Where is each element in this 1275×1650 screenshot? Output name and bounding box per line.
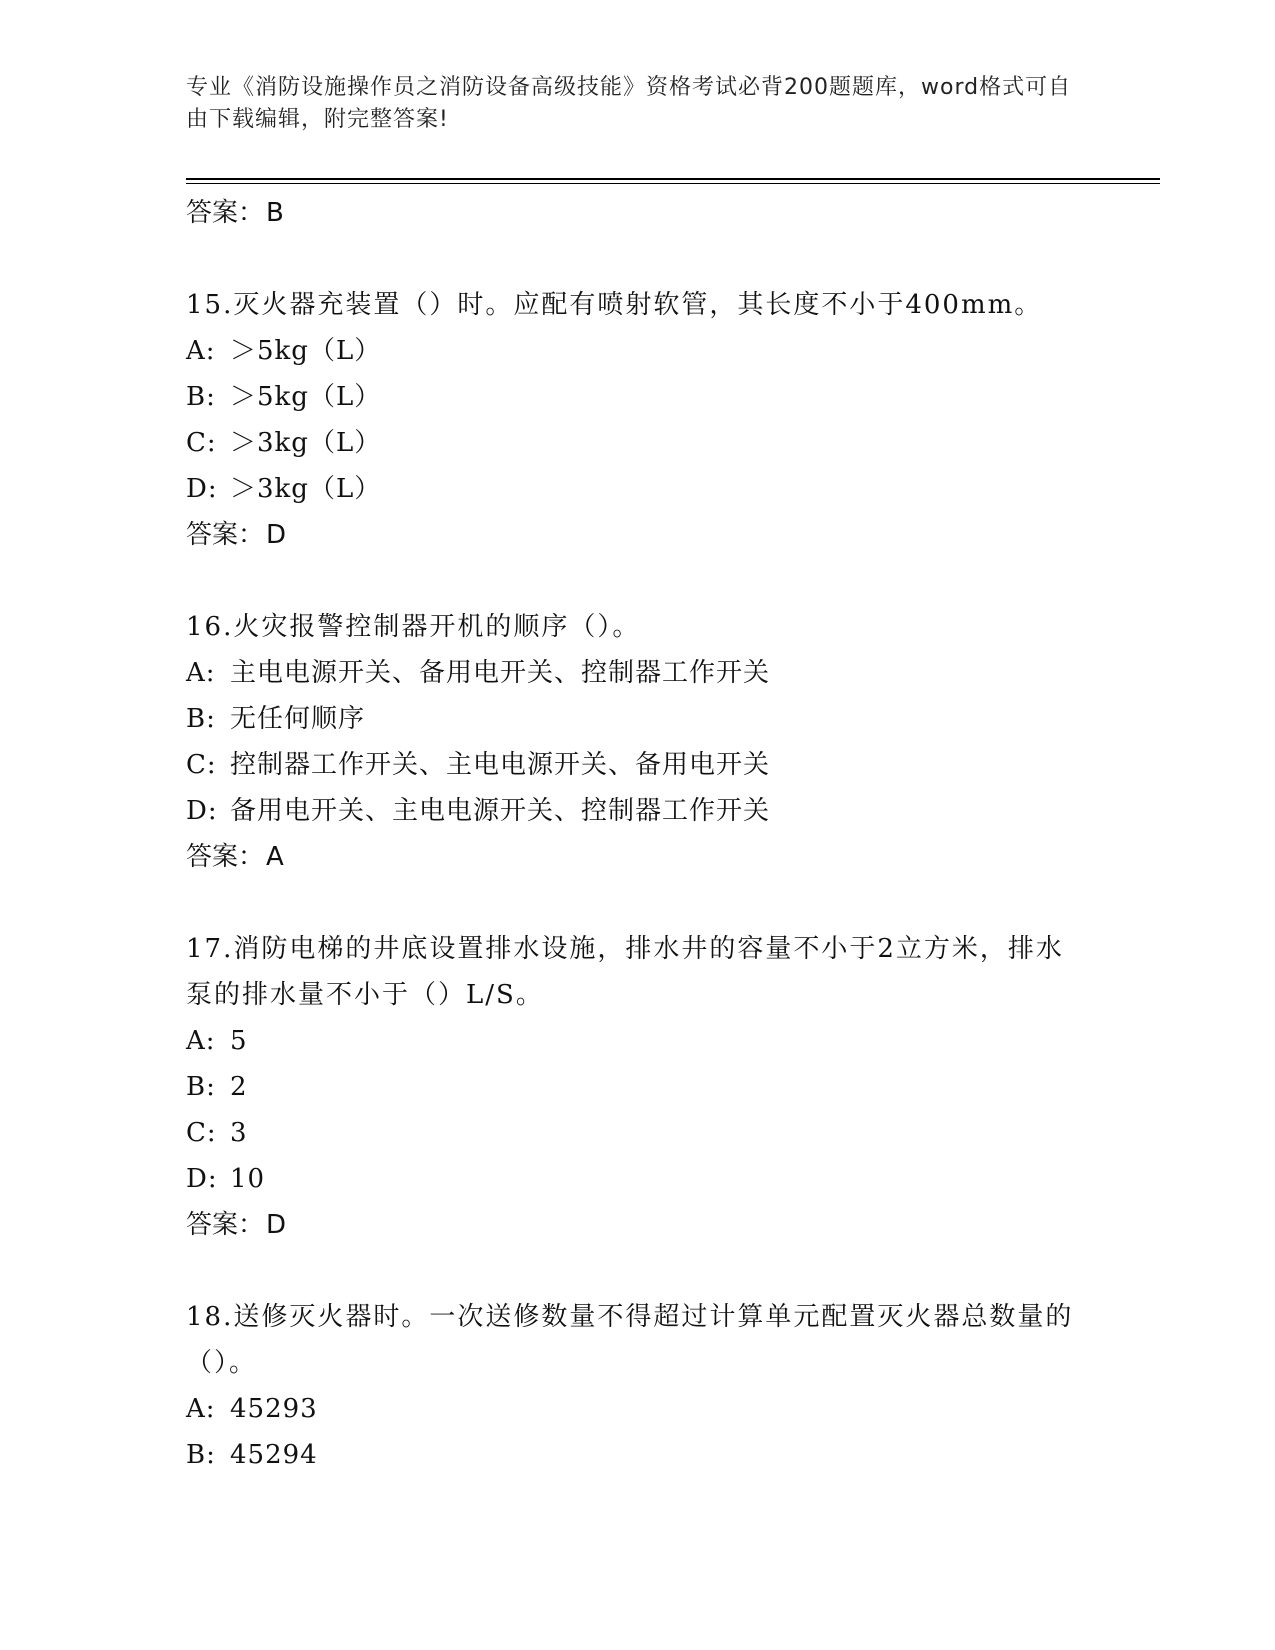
option-text: 无任何顺序 xyxy=(230,704,366,734)
option-label: B: xyxy=(186,1440,216,1470)
option-a xyxy=(186,328,1086,374)
option-d xyxy=(186,788,1086,834)
option-text: ＞5kg（L） xyxy=(230,336,382,366)
option-text: 45293 xyxy=(230,1394,318,1424)
header-divider-thick xyxy=(186,178,1160,180)
answer-value: A xyxy=(266,842,284,872)
header-divider-thin xyxy=(186,183,1160,184)
answer-value: B xyxy=(266,198,284,228)
option-d xyxy=(186,466,1086,512)
option-label: D: xyxy=(186,796,218,826)
option-a xyxy=(186,1018,1086,1064)
option-label: A: xyxy=(186,658,216,688)
option-text: 45294 xyxy=(230,1440,318,1470)
option-label: D: xyxy=(186,474,218,504)
option-label: A: xyxy=(186,336,216,366)
option-c xyxy=(186,742,1086,788)
option-label: C: xyxy=(186,750,217,780)
answer-line xyxy=(186,512,1086,558)
option-text: ＞3kg（L） xyxy=(230,428,382,458)
question-text: 15.灭火器充装置（）时。应配有喷射软管，其长度不小于400mm。 xyxy=(186,290,1043,320)
option-b xyxy=(186,1432,1086,1478)
option-text: 主电电源开关、备用电开关、控制器工作开关 xyxy=(230,658,771,688)
question-text: 18.送修灭火器时。一次送修数量不得超过计算单元配置灭火器总数量的（）。 xyxy=(186,1302,1074,1378)
answer-label: 答案： xyxy=(186,1210,265,1240)
option-text: ＞5kg（L） xyxy=(230,382,382,412)
option-a xyxy=(186,650,1086,696)
option-label: B: xyxy=(186,382,216,412)
option-text: 10 xyxy=(230,1164,266,1194)
answer-line xyxy=(186,834,1086,880)
option-label: B: xyxy=(186,704,216,734)
option-text: ＞3kg（L） xyxy=(230,474,382,504)
answer-value: D xyxy=(266,1210,287,1240)
option-a xyxy=(186,1386,1086,1432)
answer-label: 答案： xyxy=(186,520,265,550)
answer-value: D xyxy=(266,520,287,550)
option-label: C: xyxy=(186,428,217,458)
answer-line xyxy=(186,1202,1086,1248)
option-text: 2 xyxy=(230,1072,248,1102)
option-text: 控制器工作开关、主电电源开关、备用电开关 xyxy=(230,750,771,780)
answer-label: 答案： xyxy=(186,198,265,228)
option-label: A: xyxy=(186,1026,216,1056)
option-c xyxy=(186,420,1086,466)
answer-line xyxy=(186,190,1086,236)
answer-label: 答案： xyxy=(186,842,265,872)
option-c xyxy=(186,1110,1086,1156)
option-label: C: xyxy=(186,1118,217,1148)
option-b xyxy=(186,696,1086,742)
option-d xyxy=(186,1156,1086,1202)
question-text: 16.火灾报警控制器开机的顺序（）。 xyxy=(186,612,641,642)
option-b xyxy=(186,1064,1086,1110)
question-list xyxy=(186,190,1086,1478)
option-text: 3 xyxy=(230,1118,248,1148)
document-header: 专业《消防设施操作员之消防设备高级技能》资格考试必背200题题库，word格式可自由下载编辑，附完整答案! xyxy=(186,75,1072,132)
option-b xyxy=(186,374,1086,420)
option-text: 5 xyxy=(230,1026,248,1056)
option-label: A: xyxy=(186,1394,216,1424)
option-label: D: xyxy=(186,1164,218,1194)
option-text: 备用电开关、主电电源开关、控制器工作开关 xyxy=(230,796,771,826)
option-label: B: xyxy=(186,1072,216,1102)
question-text: 17.消防电梯的井底设置排水设施，排水井的容量不小于2立方米，排水泵的排水量不小于（）L/S。 xyxy=(186,934,1064,1010)
